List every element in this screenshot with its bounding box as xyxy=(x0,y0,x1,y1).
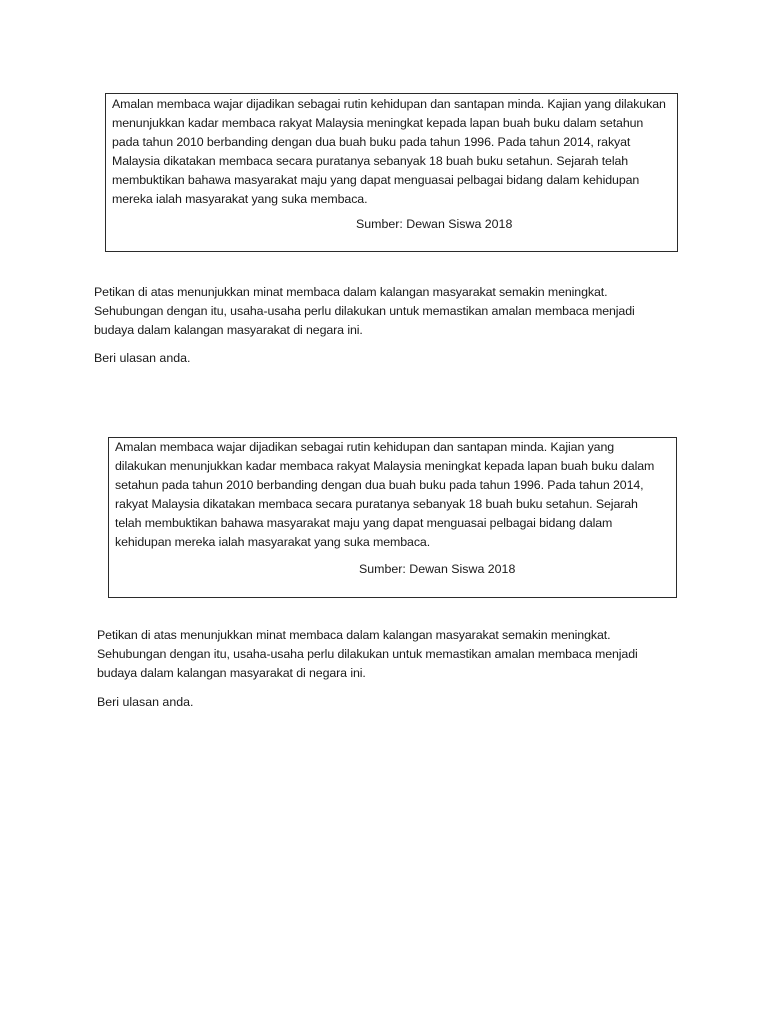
question-prompt: Petikan di atas menunjukkan minat membaca dalam kalangan masyarakat semakin meningkat. Sehubungan dengan itu, usaha-usaha perlu dilakukan untuk memastikan amalan membaca menjadi budaya dalam kalangan masyarakat di negara ini. xyxy=(97,628,638,680)
question-prompt: Petikan di atas menunjukkan minat membaca dalam kalangan masyarakat semakin meningkat. Sehubungan dengan itu, usaha-usaha perlu dilakukan untuk memastikan amalan membaca menjadi budaya dalam kalangan masyarakat di negara ini. xyxy=(94,285,635,337)
passage-source: Sumber: Dewan Siswa 2018 xyxy=(359,562,516,576)
passage-text: Amalan membaca wajar dijadikan sebagai rutin kehidupan dan santapan minda. Kajian yang dilakukan menunjukkan kadar membaca rakyat Malaysia meningkat kepada lapan buah buku dalam setahun pada tahun 2010 berbanding dengan dua buah buku pada tahun 1996. Pada tahun 2014, rakyat Malaysia dikatakan membaca secara puratanya sebanyak 18 buah buku setahun. Sejarah telah membuktikan bahawa masyarakat maju yang dapat menguasai pelbagai bidang dalam kehidupan mereka ialah masyarakat yang suka membaca. xyxy=(115,440,655,549)
passage-text: Amalan membaca wajar dijadikan sebagai rutin kehidupan dan santapan minda. Kajian yang dilakukan menunjukkan kadar membaca rakyat Malaysia meningkat kepada lapan buah buku dalam setahun pada tahun 2010 berbanding dengan dua buah buku pada tahun 1996. Pada tahun 2014, rakyat Malaysia dikatakan membaca secara puratanya sebanyak 18 buah buku setahun. Sejarah telah membuktikan bahawa masyarakat maju yang dapat menguasai pelbagai bidang dalam kehidupan mereka ialah masyarakat yang suka membaca. xyxy=(112,97,666,206)
question-instruction: Beri ulasan anda. xyxy=(94,351,191,365)
passage-source: Sumber: Dewan Siswa 2018 xyxy=(356,217,513,231)
question-instruction: Beri ulasan anda. xyxy=(97,695,194,709)
